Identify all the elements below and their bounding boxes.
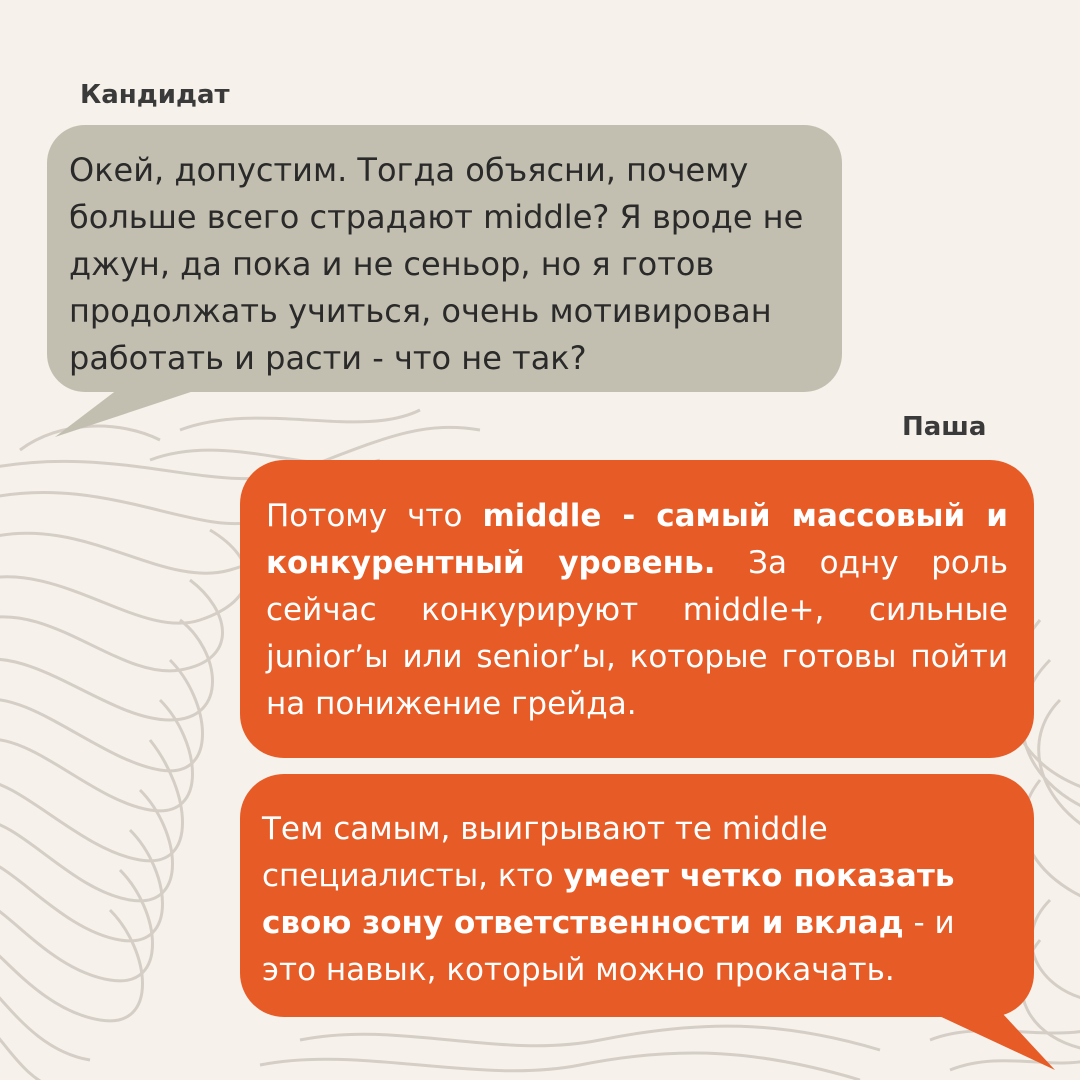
pasha-message-bubble-1 <box>240 460 1034 758</box>
candidate-name: Кандидат <box>80 80 230 110</box>
pasha-message-1-part1: Потому что <box>266 498 483 534</box>
pasha-message-2-text <box>262 806 1008 994</box>
candidate-message-text: Окей, допустим. Тогда объясни, почему больше всего страдают middle? Я вроде не джун, да пока и не сеньор, но я готов продолжать учиться, очень мотивирован работать и расти - что не так? <box>69 151 804 377</box>
pasha-message-2-part1: Тем самым, выигрывают те middle специалисты, кто <box>262 811 828 894</box>
candidate-message-bubble <box>47 125 842 392</box>
pasha-message-1-part2: За одну роль сейчас конкурируют middle+, сильные junior’ы или senior’ы, которые готовы пойти на понижение грейда. <box>266 545 1008 722</box>
pasha-message-1-bold: middle - самый массовый и конкурентный уровень. <box>266 498 1008 581</box>
pasha-message-1-text <box>266 493 1008 728</box>
pasha-name: Паша <box>902 412 987 442</box>
pasha-message-2-bold: умеет четко показать свою зону ответственности и вклад <box>262 858 955 941</box>
pasha-message-bubble-2 <box>240 774 1034 1017</box>
pasha-message-2-part2: - и это навык, который можно прокачать. <box>262 905 955 988</box>
